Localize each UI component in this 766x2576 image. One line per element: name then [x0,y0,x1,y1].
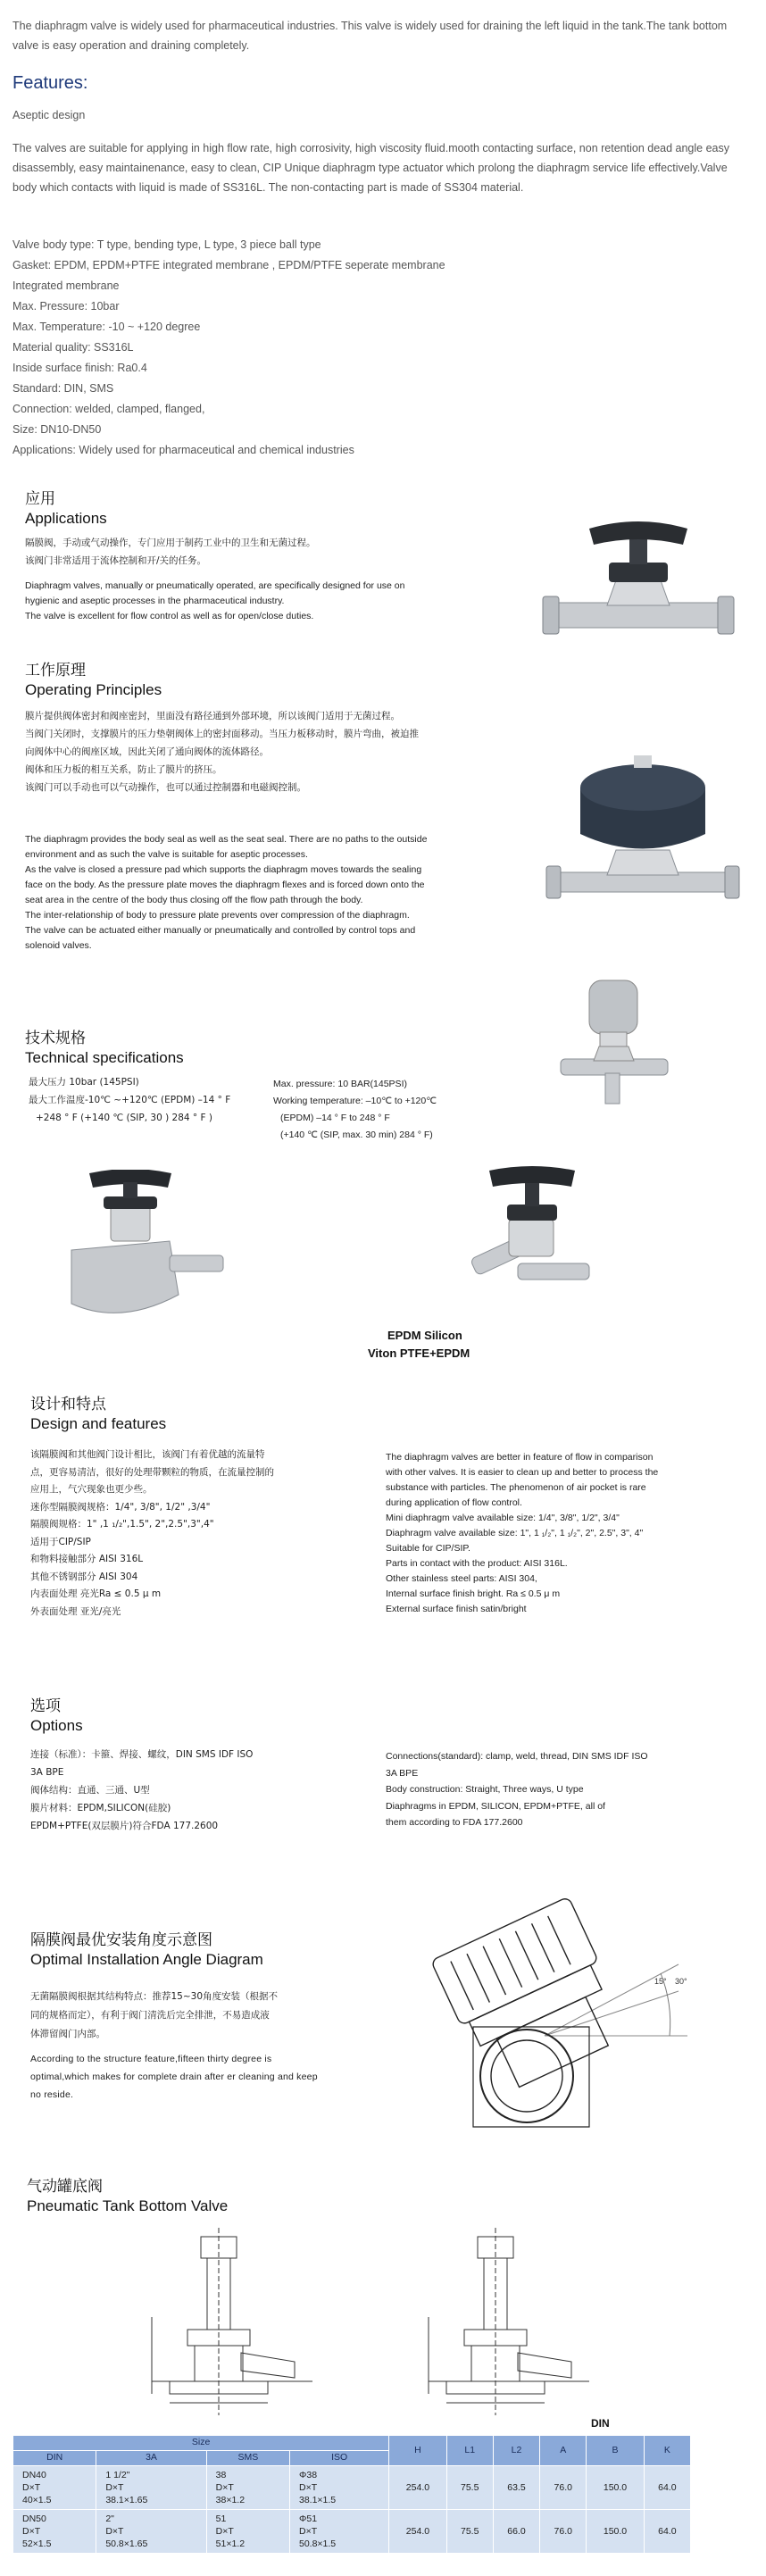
table-cell: 64.0 [644,2510,690,2554]
options-en-title: Options [30,1717,83,1734]
din-label: DIN [591,2417,610,2430]
tank-cn-title: 气动罐底阀 [27,2178,103,2196]
spec-item: Applications: Widely used for pharmaceutical and chemical industries [12,444,354,456]
angle-30-label: 30° [675,1977,687,1986]
angle-en-text: According to the structure feature,fifteen thirty degree is optimal,which makes for complete drain after er cleaning and keep no reside. [30,2054,318,2100]
features-body: The valves are suitable for applying in high flow rate, high corrosivity, high viscosity fluid.mooth contacting surface, non retention dead angle easy disassembly, easy maintainenance, easy to clean, CIP Unique diaphragm type actuator which prolong the diaphragm service life effectively.Valve body which contacts with liquid is made of SS316L. The non-contacting part is made of SS304 material. [12,142,729,194]
table-cell: 150.0 [587,2466,644,2510]
principles-cn-title: 工作原理 [25,662,86,679]
spec-item: Integrated membrane [12,279,120,292]
table-row [13,2510,691,2554]
table-cell: 75.5 [446,2466,493,2510]
options-en-text: Connections(standard): clamp, weld, thread, DIN SMS IDF ISO 3A BPE Body construction: Straight, Three ways, U type Diaphragms in EPDM, SILICON, EPDM+PTFE, all of them according to FDA 177.2600 [386,1751,648,1828]
applications-en-title: Applications [25,510,107,527]
features-heading: Features: [12,73,88,93]
col-3a: 3A [96,2451,206,2466]
tech-en-text: Max. pressure: 10 BAR(145PSI) Working temperature: –10℃ to +120℃ (EPDM) –14 ° F to 248 ° F (+140 ℃ (SIP, max. 30 min) 284 ° F) [273,1079,437,1140]
spec-item: Connection: welded, clamped, flanged, [12,403,205,415]
table-cell: DN40 D×T 40×1.5 [13,2466,96,2510]
manual-diaphragm-valve-image [536,518,741,652]
tech-en-title: Technical specifications [25,1049,184,1066]
col-l2: L2 [493,2436,539,2466]
spec-item: Size: DN10-DN50 [12,423,102,436]
applications-cn-title: 应用 [25,490,55,508]
table-cell: Φ38 D×T 38.1×1.5 [289,2466,388,2510]
principles-en-title: Operating Principles [25,681,162,698]
spec-item: Max. Temperature: -10 ~ +120 degree [12,321,201,333]
options-cn-text: 连接（标准）：卡箍、焊接、螺纹，DIN SMS IDF ISO 3A BPE 阀体结构：直通、三通、U型 膜片材料：EPDM,SILICON(硅胶) EPDM+PTFE(双层膜片)符合FDA 177.2600 [30,1749,254,1831]
angle-cn-text: 无菌隔膜阀根据其结构特点：推荐15~30角度安装（根据不 同的规格而定），有利于阀门清洗后完全排泄，不易造成液 体滞留阀门内部。 [30,1991,279,2039]
tank-en-title: Pneumatic Tank Bottom Valve [27,2197,229,2214]
spec-item: Standard: DIN, SMS [12,382,114,395]
table-cell: 254.0 [389,2510,446,2554]
design-cn-title: 设计和特点 [30,1396,106,1413]
table-row [13,2466,691,2510]
col-k: K [644,2436,690,2466]
manual-elbow-valve-image [464,1165,598,1299]
col-h: H [389,2436,446,2466]
options-cn-title: 选项 [30,1697,61,1715]
tank-valve-drawing-left [134,2228,321,2415]
installation-angle-diagram [411,1893,696,2143]
table-cell: 38 D×T 38×1.2 [206,2466,289,2510]
size-header: Size [13,2436,389,2451]
design-en-title: Design and features [30,1415,167,1432]
table-cell: 76.0 [540,2466,587,2510]
table-cell: DN50 D×T 52×1.5 [13,2510,96,2554]
design-cn-text: 该隔膜阀和其他阀门设计相比，该阀门有着优越的流量特 点，更容易清洁，很好的处理带颗粒的物质，在流量控制的 应用上，气穴现象也更少些。 迷你型隔膜阀规格：1/4", 3/8", 1/2" ,3/4" 隔膜阀规格：1" ,1 ₁/₂",1.5", 2",2.5",3",4" 适用于CIP/SIP 和物料接触部分 AISI 316L 其他不锈钢部分 AISI 304 内表面处理 亮光Ra ≤ 0.5 μ m 外表面处理 亚光/亮光 [30,1449,274,1617]
manual-tank-valve-image [36,1170,232,1321]
aseptic-text: Aseptic design [12,109,86,121]
spec-item: Gasket: EPDM, EPDM+PTFE integrated membrane , EPDM/PTFE seperate membrane [12,259,445,271]
angle-15-label: 15° [654,1977,667,1986]
tank-valve-drawing-right [411,2228,598,2415]
table-cell: 1 1/2" D×T 38.1×1.65 [96,2466,206,2510]
angle-en-title: Optimal Installation Angle Diagram [30,1951,263,1968]
principles-en-text: The diaphragm provides the body seal as well as the seat seal. There are no paths to the outside environment and as such the valve is suitable for aseptic processes. As the valve is closed a pressure pad which supports the diaphragm moves towards the sealing face on the body. As the pressure plate moves the diaphragm flexes and is forced down onto the seat area in the centre of the body thus closing off the flow path through the body. The inter-relationship of body to pressure plate prevents over compression of the diaphragm. The valve can be actuated either manually or pneumatically and controlled by control tops and solenoid valves. [25,834,428,951]
table-cell: 51 D×T 51×1.2 [206,2510,289,2554]
table-cell: 66.0 [493,2510,539,2554]
applications-en-text: Diaphragm valves, manually or pneumatically operated, are specifically designed for use on hygienic and aseptic processes in the pharmaceutical industry. The valve is excellent for flow control as well as for open/close duties. [25,580,405,621]
spec-item: Inside surface finish: Ra0.4 [12,362,147,374]
col-din: DIN [13,2451,96,2466]
spec-item: Valve body type: T type, bending type, L type, 3 piece ball type [12,238,321,251]
spec-item: Material quality: SS316L [12,341,134,354]
tech-cn-title: 技术规格 [25,1030,86,1047]
dimensions-table [12,2435,691,2554]
col-sms: SMS [206,2451,289,2466]
col-iso: ISO [289,2451,388,2466]
table-cell: 75.5 [446,2510,493,2554]
col-l1: L1 [446,2436,493,2466]
intro-text: The diaphragm valve is widely used for pharmaceutical industries. This valve is widely used for draining the left liquid in the tank.The tank bottom valve is easy operation and draining completely. [12,20,728,52]
spec-item: Max. Pressure: 10bar [12,300,120,313]
pneumatic-diaphragm-valve-image [545,752,741,917]
table-cell: 2" D×T 50.8×1.65 [96,2510,206,2554]
principles-cn-text: 膜片提供阀体密封和阀座密封，里面没有路径通到外部环境，所以该阀门适用于无菌过程。 当阀门关闭时，支撑膜片的压力垫朝阀体上的密封面移动。当压力板移动时，膜片弯曲，被迫推 向阀体中心的阀座区域，因此关闭了通向阀体的流体路径。 阀体和压力板的相互关系，防止了膜片的挤压。 该阀门可以手动也可以气动操作，也可以通过控制器和电磁阀控制。 [25,711,419,793]
features-spec-list [12,235,445,461]
col-b: B [587,2436,644,2466]
design-en-text: The diaphragm valves are better in feature of flow in comparison with other valves. It is easier to clean up and better to process the substance with particles. The phenomenon of air pocket is rare during application of flow control. Mini diaphragm valve available size: 1/4", 3/8", 1/2", 3/4" Diaphragm valve available size: 1", 1 ₁/₂", 1 ₁/₂", 2", 2.5", 3", 4" Suitable for CIP/SIP. Parts in contact with the product: AISI 316L. Other stainless steel parts: AISI 304, Internal surface finish bright. Ra ≤ 0.5 μ m External surface finish satin/bright [386,1452,659,1614]
table-cell: 150.0 [587,2510,644,2554]
table-cell: Φ51 D×T 50.8×1.5 [289,2510,388,2554]
col-a: A [540,2436,587,2466]
table-cell: 63.5 [493,2466,539,2510]
tech-caption-2: Viton PTFE+EPDM [368,1346,470,1360]
table-cell: 254.0 [389,2466,446,2510]
tech-cn-text: 最大压力 10bar (145PSI) 最大工作温度-10℃ ~+120℃ (EPDM) –14 ° F +248 ° F (+140 ℃ (SIP, 30 ) 284 ° F ) [29,1077,231,1123]
tech-caption-1: EPDM Silicon [387,1329,462,1342]
pneumatic-angle-valve-image [554,979,687,1105]
applications-cn-text: 隔膜阀，手动或气动操作，专门应用于制药工业中的卫生和无菌过程。 该阀门非常适用于流体控制和开/关的任务。 [25,538,316,566]
angle-cn-title: 隔膜阀最优安装角度示意图 [30,1931,212,1949]
table-cell: 76.0 [540,2510,587,2554]
table-cell: 64.0 [644,2466,690,2510]
